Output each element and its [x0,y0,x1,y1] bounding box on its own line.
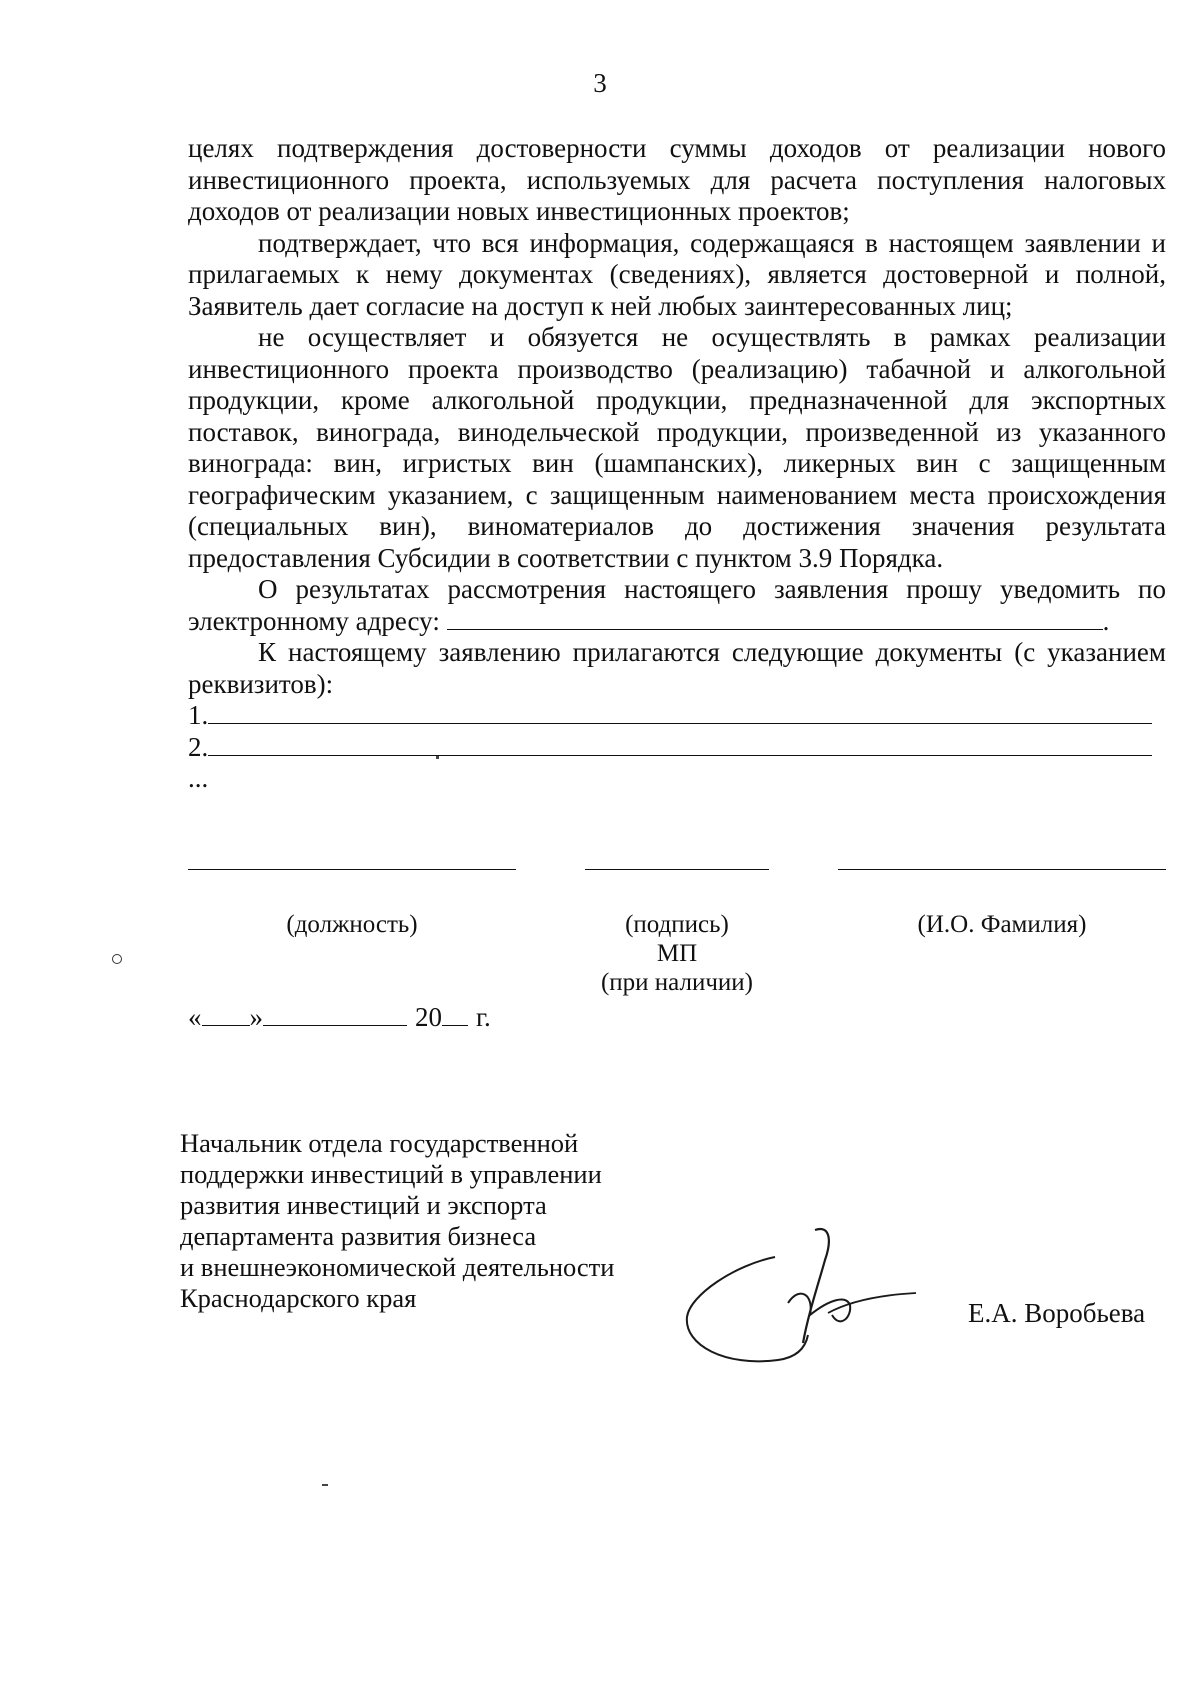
year-blank [442,1003,468,1026]
signatory-title-line: департамента развития бизнеса [180,1221,537,1251]
paragraph-purpose: целях подтверждения достоверности суммы доходов от реализации нового инвестиционного проекта, используемых для расчета поступления налоговых доходов от реализации новых инвестиционных проектов; [188,133,1166,226]
paragraph-obligation: не осуществляет и обязуется не осуществлять в рамках реализации инвестиционного проекта производство (реализацию) табачной и алкогольной продукции, кроме алкогольной продукции, предназначенной для экспортных поставок, винограда, винодельческой продукции, произведенной из указанного винограда: вин, игристых вин (шампанских), ликерных вин с защищенным географическим указанием, с защищенным наименованием места происхождения (специальных вин), виноматериалов до достижения значения результата предоставления Субсидии в соответствии с пунктом 3.9 Порядка. [188,322,1166,573]
attachment-number: 1. [188,700,209,730]
month-blank [263,1003,407,1026]
signer-name: Е.А. Воробьева [968,1298,1146,1328]
stamp-note: (при наличии) [600,969,754,996]
position-label: (должность) [286,911,418,938]
attachment-blank-line [208,733,1152,756]
signatory-title [180,1128,614,1314]
date-line [188,1002,491,1034]
paragraph-attachments: К настоящему заявлению прилагаются следующие документы (с указанием реквизитов): [188,637,1166,699]
year-prefix: 20 [415,1002,442,1032]
notification-text: О результатах рассмотрения настоящего заявления прошу уведомить по электронному адресу: [188,574,1166,636]
attachment-ellipsis: ... [188,763,209,793]
year-suffix: г. [476,1002,491,1032]
scan-speck [436,756,439,759]
signatory-title-line: Краснодарского края [180,1283,417,1313]
stamp-label: МП [656,940,698,967]
signatory-title-line: и внешнеэкономической деятельности [180,1252,615,1282]
signatory-title-line: поддержки инвестиций в управлении [180,1159,602,1189]
name-label: (И.О. Фамилия) [917,911,1087,938]
signatory-title-line: развития инвестиций и экспорта [180,1190,547,1220]
signatory-title-line: Начальник отдела государственной [180,1128,579,1158]
stamp-mark-icon [112,954,122,964]
signature-label: (подпись) [625,911,729,938]
notification-end: . [1102,605,1110,636]
date-open-quote: « [188,1002,202,1032]
page-number: 3 [593,68,607,98]
paragraph-notification [188,574,1166,637]
name-line [838,868,1166,870]
attachment-blank-line [208,701,1152,724]
position-line [188,868,516,870]
paragraph-confirmation: подтверждает, что вся информация, содержащаяся в настоящем заявлении и прилагаемых к нему документах (сведениях), является достоверной и полной, Заявитель дает согласие на доступ к ней любых заинтересованных лиц; [188,227,1166,321]
attachment-number: 2. [188,731,209,762]
signature-line [585,868,769,870]
signature-block [188,868,1166,996]
scan-speck [322,1484,328,1486]
document-body [188,133,1166,795]
email-blank-line [447,607,1103,630]
handwritten-signature-icon [680,1225,940,1375]
attachment-item [188,732,1166,764]
date-close-quote: » [249,1002,263,1032]
day-blank [202,1003,250,1026]
attachment-item [188,700,1166,732]
